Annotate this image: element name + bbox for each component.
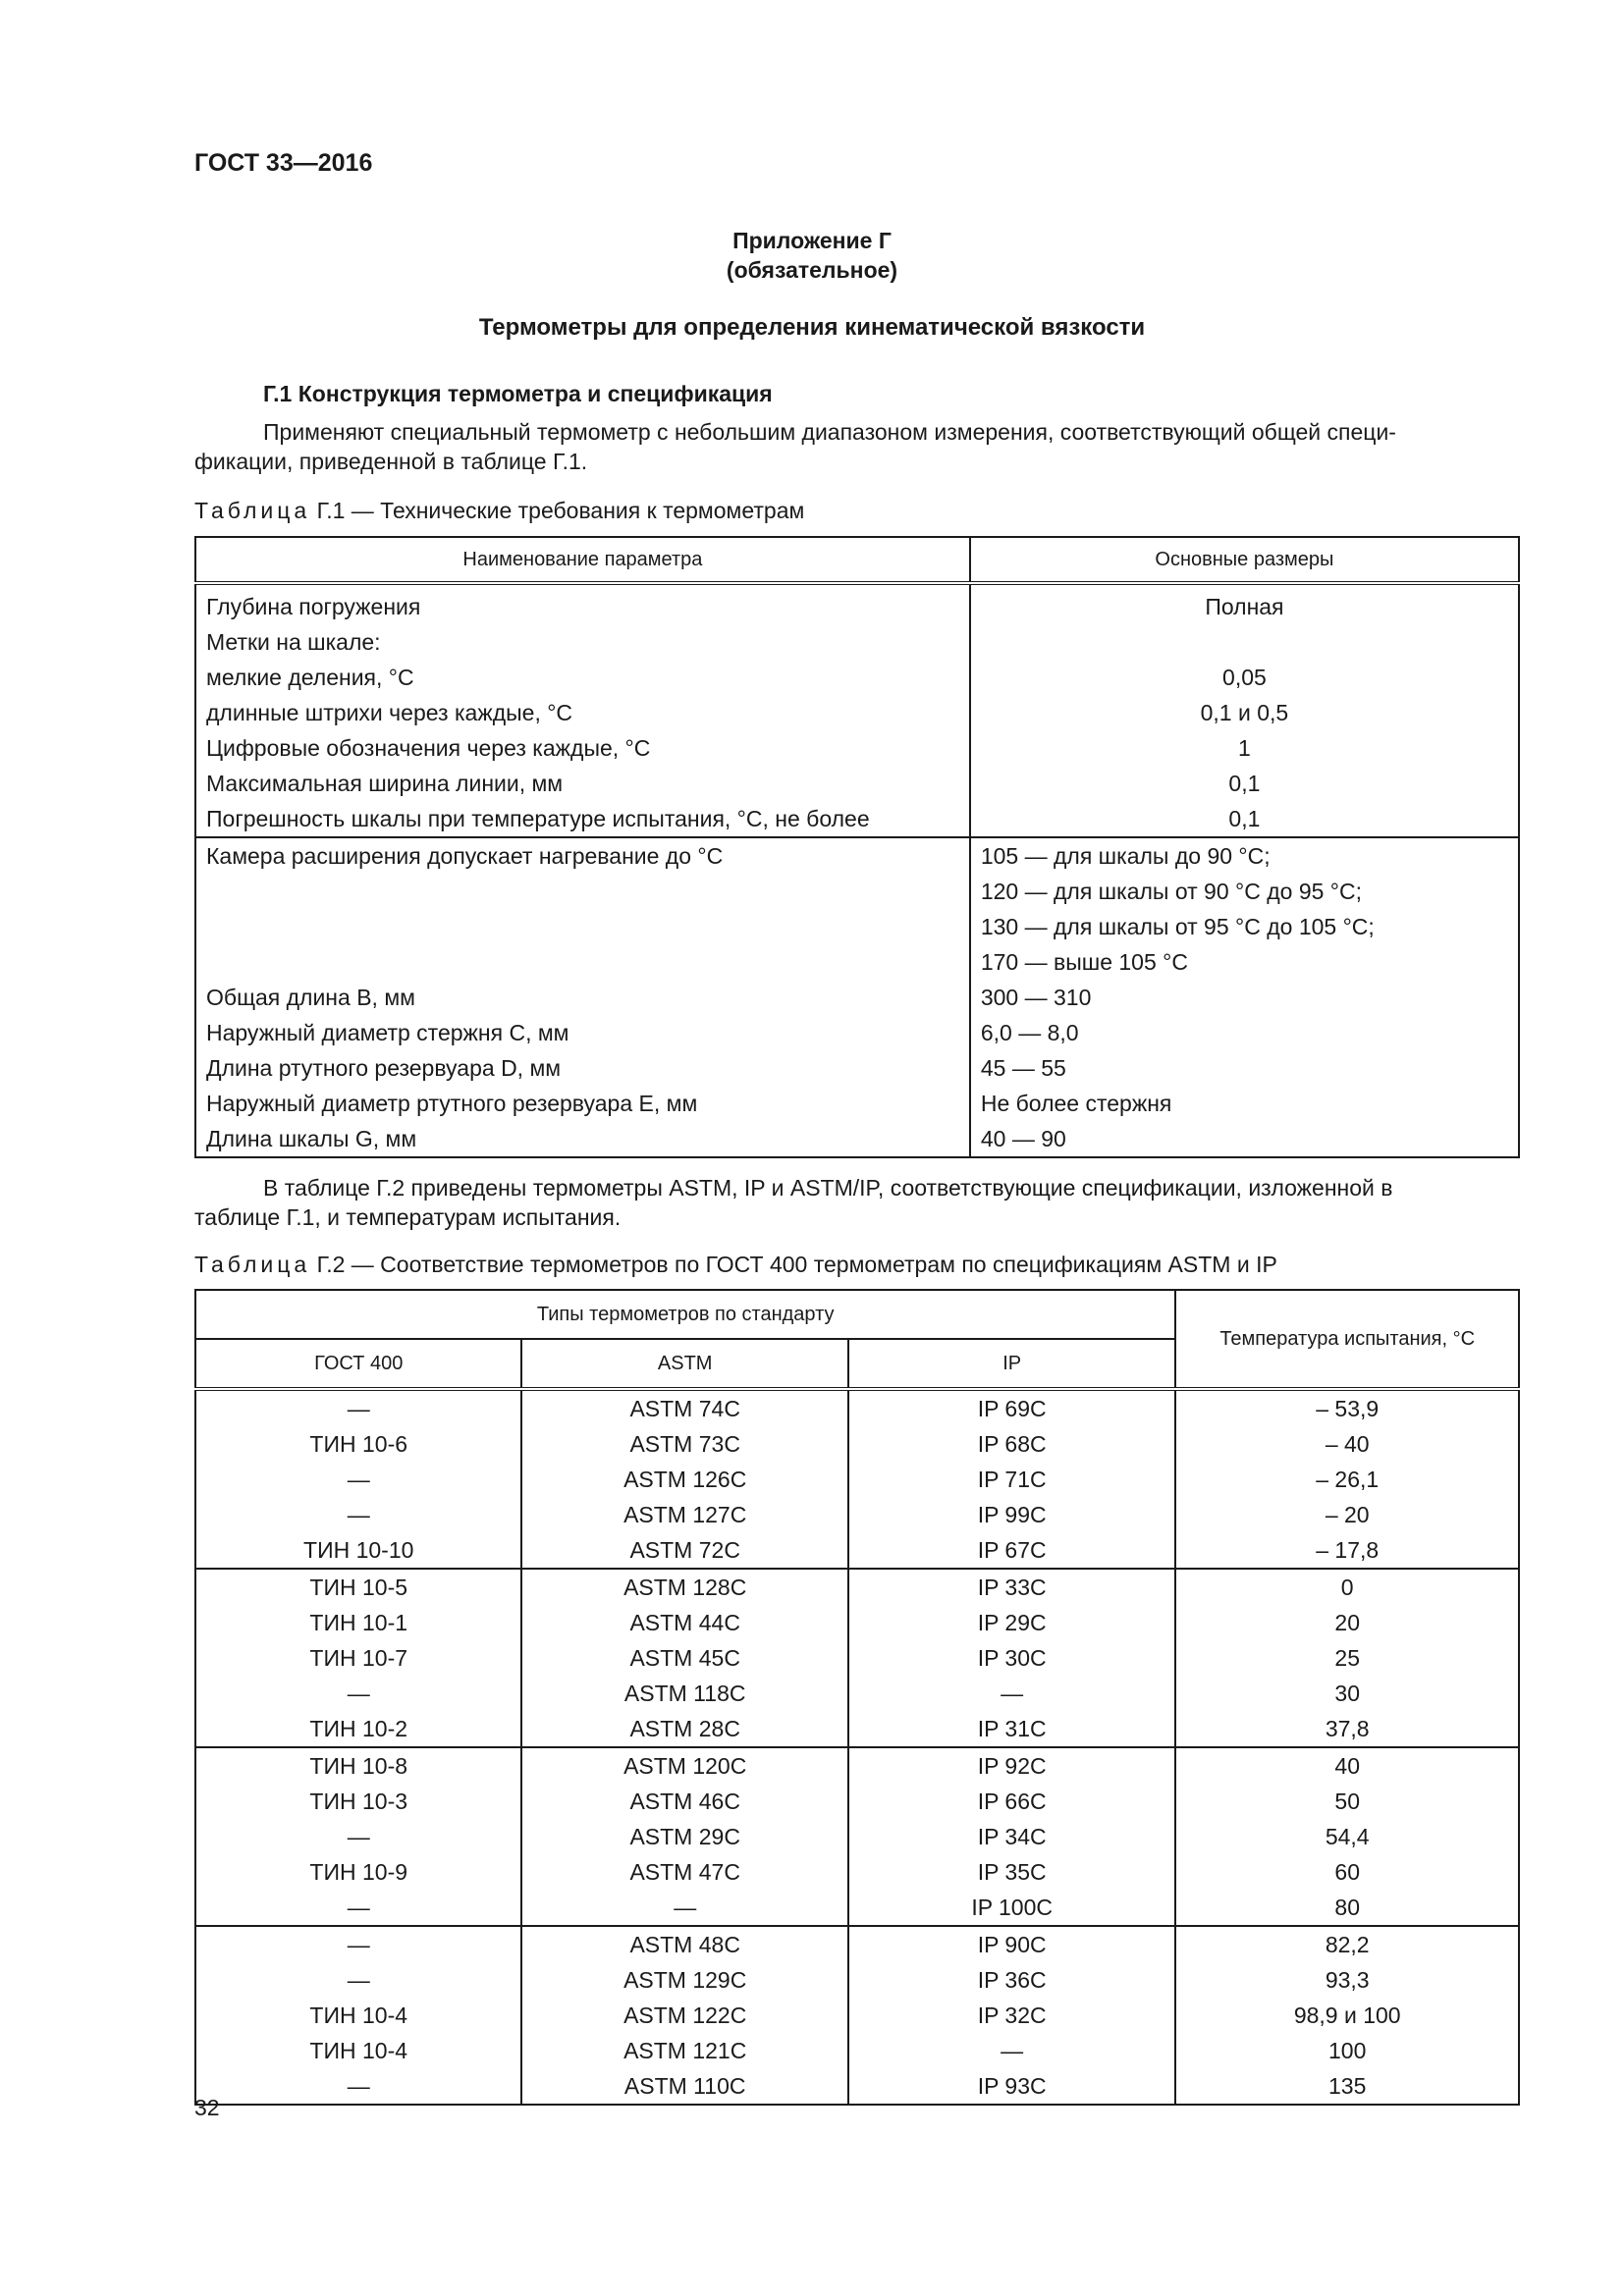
- table2-cell: —: [195, 2068, 521, 2105]
- table2-cell: 25: [1175, 1640, 1519, 1676]
- table2-cell: 37,8: [1175, 1711, 1519, 1747]
- table1-cell: [195, 909, 970, 944]
- appendix-heading: Термометры для определения кинематической вязкости: [478, 314, 1146, 341]
- paragraph-g2: [194, 1173, 1518, 1232]
- table2-cell: – 26,1: [1175, 1462, 1519, 1497]
- table1-cell: Длина шкалы G, мм: [195, 1121, 970, 1157]
- table-row: [195, 1926, 1519, 1962]
- page-number: 32: [194, 2095, 220, 2120]
- table2-cell: ASTM 45C: [521, 1640, 847, 1676]
- table-row: [195, 2068, 1519, 2105]
- table2-cell: 82,2: [1175, 1926, 1519, 1962]
- paragraph-g2-line1: В таблице Г.2 приведены термометры ASTM, IP и ASTM/IP, соответствующие спецификации, изложенной в: [263, 1175, 1393, 1201]
- table-row: [195, 909, 1519, 944]
- table1-cell: 6,0 — 8,0: [980, 1019, 1079, 1045]
- table-row: [195, 944, 1519, 980]
- table2-cell: ТИН 10-7: [195, 1640, 521, 1676]
- table2-cell: —: [195, 1389, 521, 1426]
- table2-cell: IP 66C: [848, 1784, 1175, 1819]
- table1-cell: 0,1: [1228, 770, 1261, 796]
- table2-cell: ASTM 128C: [521, 1569, 847, 1605]
- table-row: [195, 1426, 1519, 1462]
- table1-cell: мелкие деления, °С: [195, 660, 970, 695]
- table-row: [195, 660, 1519, 695]
- table2-cell: ТИН 10-5: [195, 1569, 521, 1605]
- table-row: [195, 695, 1519, 730]
- table2-cell: ASTM 29C: [521, 1819, 847, 1854]
- table2-cell: IP 31C: [848, 1711, 1175, 1747]
- table-row: [195, 1497, 1519, 1532]
- table2-cell: —: [195, 1462, 521, 1497]
- table2-cell: ТИН 10-1: [195, 1605, 521, 1640]
- table2-cell: IP 32C: [848, 1998, 1175, 2033]
- table-row: [195, 801, 1519, 837]
- table2-cell: ASTM 47C: [521, 1854, 847, 1890]
- table-row: [195, 1569, 1519, 1605]
- table2-cell: —: [195, 1890, 521, 1926]
- table1-header-dimensions: Основные размеры: [970, 537, 1519, 583]
- table2-cell: 0: [1175, 1569, 1519, 1605]
- table2-caption: [194, 1252, 1277, 1278]
- table-row: [195, 1640, 1519, 1676]
- table-row: [195, 1784, 1519, 1819]
- table2-cell: IP 71C: [848, 1462, 1175, 1497]
- table-row: [195, 1747, 1519, 1784]
- table2-cell: 20: [1175, 1605, 1519, 1640]
- table2-header-ip: IP: [848, 1339, 1175, 1389]
- table2-cell: 50: [1175, 1784, 1519, 1819]
- table2-cell: ТИН 10-3: [195, 1784, 521, 1819]
- table1-cell: 0,1: [1228, 805, 1261, 831]
- table2-cell: 60: [1175, 1854, 1519, 1890]
- table2-group-header: Типы термометров по стандарту: [195, 1290, 1175, 1339]
- table2-cell: IP 92C: [848, 1747, 1175, 1784]
- table2-cell: ТИН 10-6: [195, 1426, 521, 1462]
- table2-cell: – 40: [1175, 1426, 1519, 1462]
- table2-caption-text: Г.2 — Соответствие термометров по ГОСТ 400 термометрам по спецификациям ASTM и IP: [316, 1252, 1277, 1277]
- table2-cell: ТИН 10-9: [195, 1854, 521, 1890]
- table2-cell: IP 67C: [848, 1532, 1175, 1569]
- table-row: [195, 2033, 1519, 2068]
- table1-cell: 40 — 90: [980, 1125, 1066, 1151]
- table-row: [195, 1462, 1519, 1497]
- table2-cell: ASTM 129C: [521, 1962, 847, 1998]
- table2-body: [195, 1389, 1519, 2105]
- table1-cell: Цифровые обозначения через каждые, °С: [195, 730, 970, 766]
- table2-cell: ТИН 10-10: [195, 1532, 521, 1569]
- table2-cell: 135: [1175, 2068, 1519, 2105]
- table1-cell: Полная: [1205, 593, 1284, 619]
- paragraph-g1-line2: фикации, приведенной в таблице Г.1.: [194, 449, 588, 474]
- table2-cell: IP 90C: [848, 1926, 1175, 1962]
- table1-cell: Наружный диаметр стержня С, мм: [195, 1015, 970, 1050]
- table1-cell: 105 — для шкалы до 90 °С;: [970, 837, 1519, 874]
- appendix-status: (обязательное): [726, 257, 898, 283]
- table2-cell: ASTM 110C: [521, 2068, 847, 2105]
- table-row: [195, 1854, 1519, 1890]
- table2-cell: IP 68C: [848, 1426, 1175, 1462]
- table2-cell: 98,9 и 100: [1175, 1998, 1519, 2033]
- appendix-title: Приложение Г: [732, 228, 892, 253]
- table-row: [195, 1962, 1519, 1998]
- table1-cell: Погрешность шкалы при температуре испытания, °С, не более: [195, 801, 970, 837]
- table1-cell: 300 — 310: [980, 984, 1092, 1010]
- table2-cell: ASTM 44C: [521, 1605, 847, 1640]
- table-row: [195, 1086, 1519, 1121]
- table-row: [195, 1389, 1519, 1426]
- table2-cell: —: [195, 1962, 521, 1998]
- table-row: [195, 1819, 1519, 1854]
- table2-cell: —: [848, 2033, 1175, 2068]
- table2-cell: ASTM 48C: [521, 1926, 847, 1962]
- table2-cell: ASTM 74C: [521, 1389, 847, 1426]
- table2-cell: ASTM 120C: [521, 1747, 847, 1784]
- table2-cell: IP 69C: [848, 1389, 1175, 1426]
- table-row: [195, 1998, 1519, 2033]
- table1-cell: 1: [1238, 734, 1251, 761]
- table1-caption-prefix: Таблица: [194, 498, 311, 523]
- table2-cell: ASTM 127C: [521, 1497, 847, 1532]
- table1-cell: длинные штрихи через каждые, °С: [195, 695, 970, 730]
- table2-cell: IP 99C: [848, 1497, 1175, 1532]
- table2-temp-header: Температура испытания, °С: [1175, 1290, 1519, 1389]
- table1-cell: Метки на шкале:: [195, 624, 970, 660]
- table1-cell: [195, 944, 970, 980]
- table2-caption-prefix: Таблица: [194, 1252, 311, 1277]
- table2-cell: IP 93C: [848, 2068, 1175, 2105]
- table1-cell: Наружный диаметр ртутного резервуара Е, мм: [195, 1086, 970, 1121]
- table1-cell: Глубина погружения: [195, 583, 970, 624]
- standard-designation: ГОСТ 33—2016: [194, 149, 373, 177]
- table-row: [195, 1050, 1519, 1086]
- table2-cell: ASTM 121C: [521, 2033, 847, 2068]
- table1-cell: Максимальная ширина линии, мм: [195, 766, 970, 801]
- table2-cell: IP 29C: [848, 1605, 1175, 1640]
- table1-cell: Общая длина В, мм: [195, 980, 970, 1015]
- table1-cell: [195, 874, 970, 909]
- table2-cell: ASTM 46C: [521, 1784, 847, 1819]
- table2-cell: —: [195, 1676, 521, 1711]
- table-row: [195, 1890, 1519, 1926]
- table2-cell: —: [848, 1676, 1175, 1711]
- table2-cell: ASTM 118C: [521, 1676, 847, 1711]
- table-row: [195, 624, 1519, 660]
- table-row: [195, 1605, 1519, 1640]
- paragraph-g1-line1: Применяют специальный термометр с небольшим диапазоном измерения, соответствующий общей специ-: [263, 419, 1396, 445]
- table1-cell: 130 — для шкалы от 95 °С до 105 °С;: [980, 913, 1375, 939]
- table2-cell: IP 35C: [848, 1854, 1175, 1890]
- table1-cell: 0,05: [1222, 664, 1267, 690]
- table2-header-gost: ГОСТ 400: [195, 1339, 521, 1389]
- table2-cell: ASTM 126C: [521, 1462, 847, 1497]
- table-row: [195, 1711, 1519, 1747]
- paragraph-g2-line2: таблице Г.1, и температурам испытания.: [194, 1204, 622, 1230]
- paragraph-g1: [194, 417, 1518, 476]
- table2-cell: ТИН 10-4: [195, 1998, 521, 2033]
- table-row: [195, 1532, 1519, 1569]
- table1-cell: 45 — 55: [980, 1054, 1066, 1081]
- table1-cell: 170 — выше 105 °С: [980, 948, 1188, 975]
- table2-cell: 93,3: [1175, 1962, 1519, 1998]
- table1-caption: [194, 498, 804, 524]
- table2-cell: 54,4: [1175, 1819, 1519, 1854]
- table1-cell: Камера расширения допускает нагревание до °С: [195, 837, 970, 874]
- table-technical-requirements: [194, 536, 1520, 1158]
- table2-cell: —: [195, 1819, 521, 1854]
- section-heading-g1: Г.1 Конструкция термометра и спецификация: [263, 381, 773, 406]
- table2-cell: ТИН 10-4: [195, 2033, 521, 2068]
- table2-cell: IP 34C: [848, 1819, 1175, 1854]
- table1-cell: Длина ртутного резервуара D, мм: [195, 1050, 970, 1086]
- table2-cell: 30: [1175, 1676, 1519, 1711]
- table2-header-astm: ASTM: [521, 1339, 847, 1389]
- table-row: [195, 1676, 1519, 1711]
- table1-cell: Не более стержня: [980, 1090, 1172, 1116]
- table2-cell: 80: [1175, 1890, 1519, 1926]
- table2-cell: 40: [1175, 1747, 1519, 1784]
- table-row: [195, 1015, 1519, 1050]
- table-row: [195, 730, 1519, 766]
- table2-cell: – 17,8: [1175, 1532, 1519, 1569]
- table-row: [195, 980, 1519, 1015]
- table2-cell: ТИН 10-8: [195, 1747, 521, 1784]
- table2-cell: ТИН 10-2: [195, 1711, 521, 1747]
- table2-cell: ASTM 72C: [521, 1532, 847, 1569]
- table-thermometer-correspondence: [194, 1289, 1520, 2106]
- table1-caption-text: Г.1 — Технические требования к термометрам: [316, 498, 805, 523]
- table-row: [195, 766, 1519, 801]
- table2-cell: —: [195, 1926, 521, 1962]
- table-row: [195, 837, 1519, 874]
- table1-cell: 120 — для шкалы от 90 °С до 95 °С;: [980, 878, 1362, 904]
- table2-cell: IP 36C: [848, 1962, 1175, 1998]
- table2-cell: IP 30C: [848, 1640, 1175, 1676]
- table-row: [195, 1121, 1519, 1157]
- table1-cell: [970, 624, 1519, 660]
- table2-cell: ASTM 28C: [521, 1711, 847, 1747]
- table1-header-parameter: Наименование параметра: [195, 537, 970, 583]
- table2-cell: – 20: [1175, 1497, 1519, 1532]
- table2-cell: IP 33C: [848, 1569, 1175, 1605]
- table2-cell: —: [195, 1497, 521, 1532]
- table2-cell: —: [521, 1890, 847, 1926]
- table2-cell: 100: [1175, 2033, 1519, 2068]
- table2-cell: IP 100C: [848, 1890, 1175, 1926]
- table1-cell: 0,1 и 0,5: [1200, 699, 1289, 725]
- table2-cell: – 53,9: [1175, 1389, 1519, 1426]
- table2-cell: ASTM 73C: [521, 1426, 847, 1462]
- table-row: [195, 583, 1519, 624]
- table-row: [195, 874, 1519, 909]
- table2-cell: ASTM 122C: [521, 1998, 847, 2033]
